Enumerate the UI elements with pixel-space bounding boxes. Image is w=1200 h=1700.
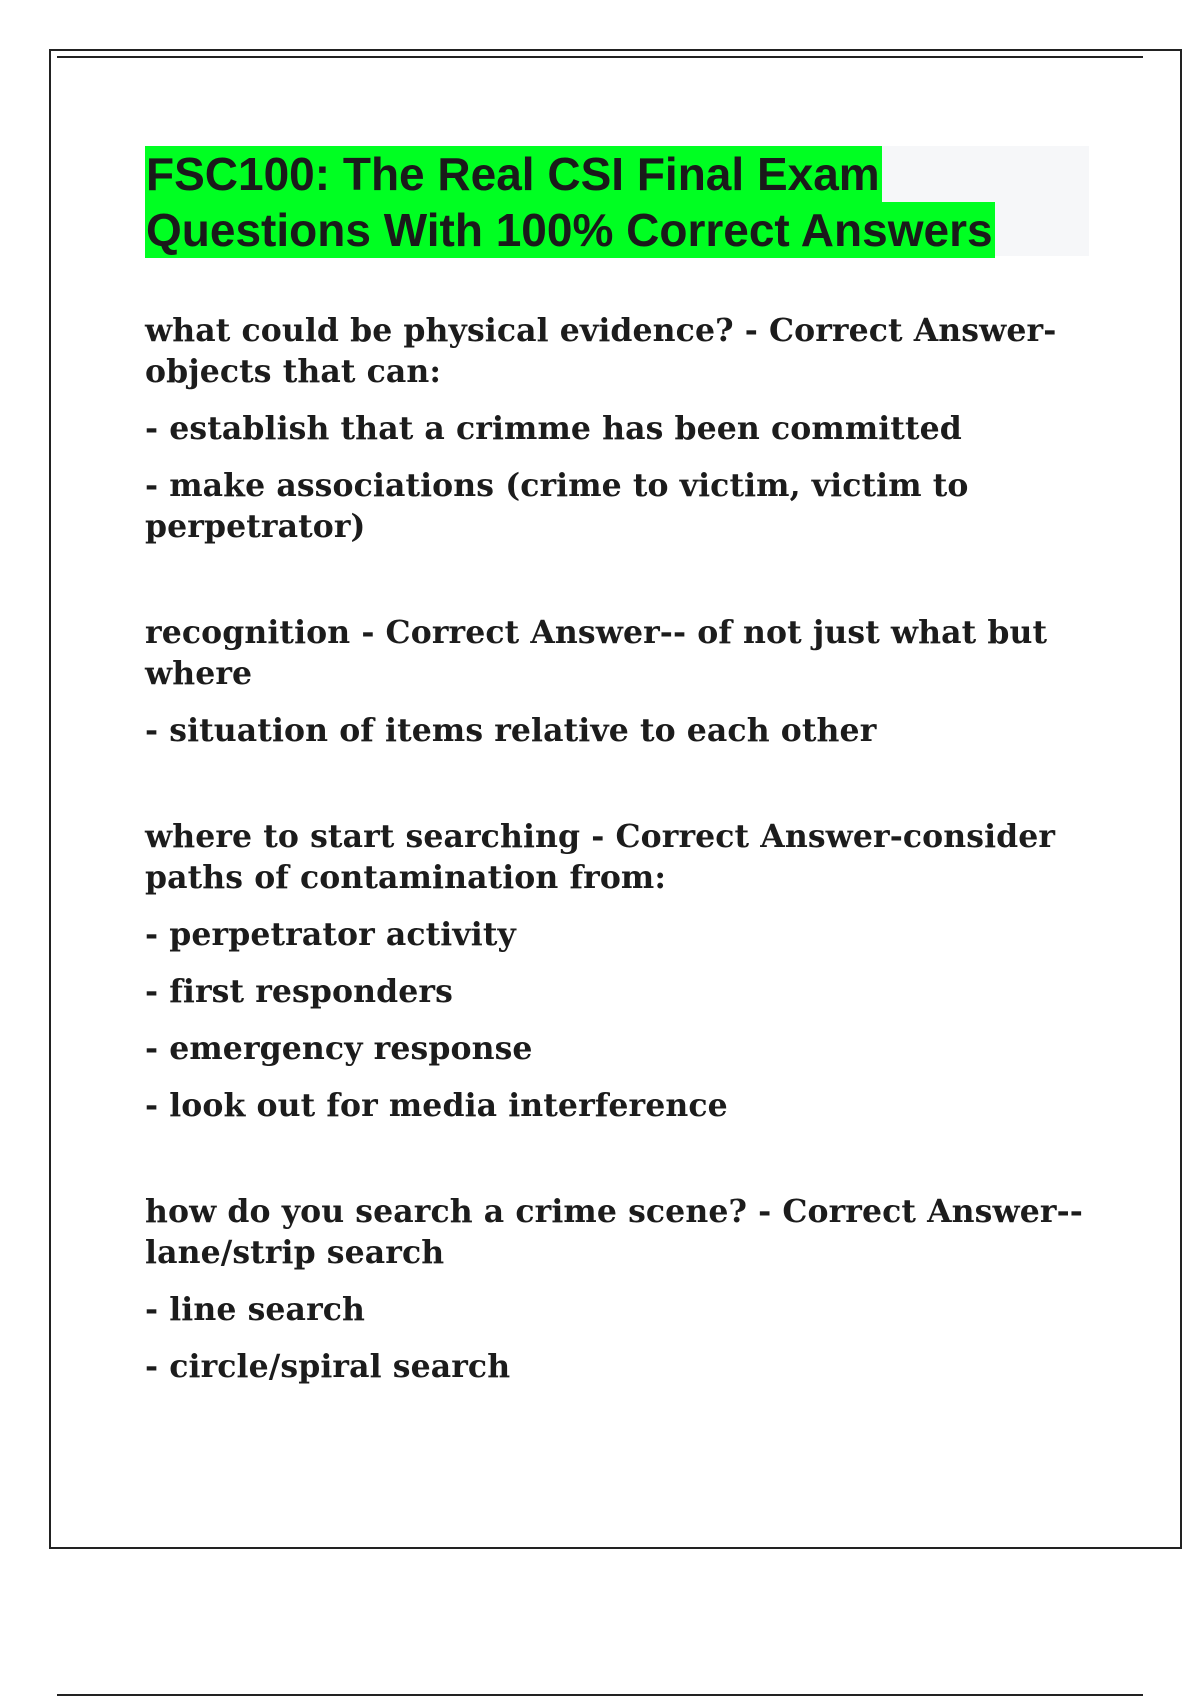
- answer-point: - perpetrator activity: [145, 916, 516, 953]
- question-text: what could be physical evidence? - Correct Answer-objects that can:: [145, 312, 1057, 390]
- answer-point: - look out for media interference: [145, 1087, 728, 1124]
- answer-point: - make associations (crime to victim, victim to perpetrator): [145, 467, 969, 545]
- question-text: how do you search a crime scene? - Correct Answer-- lane/strip search: [145, 1193, 1083, 1271]
- answer-point: - line search: [145, 1291, 366, 1328]
- qa-item-physical-evidence: [145, 310, 1085, 547]
- answer-point: - situation of items relative to each other: [145, 712, 877, 749]
- title-block: [145, 146, 1089, 256]
- title-line-1: FSC100: The Real CSI Final Exam: [146, 148, 880, 200]
- qa-item-search-methods: [145, 1191, 1085, 1387]
- answer-point: - establish that a crimme has been committed: [145, 410, 962, 447]
- answer-point: - emergency response: [145, 1030, 533, 1067]
- title-line-2: Questions With 100% Correct Answers: [146, 204, 993, 256]
- bottom-rule: [57, 1694, 1143, 1696]
- qa-item-where-to-start: [145, 816, 1085, 1126]
- top-rule: [57, 56, 1143, 58]
- document-body: [145, 310, 1085, 1403]
- qa-item-recognition: [145, 612, 1085, 751]
- question-text: recognition - Correct Answer-- of not just what but where: [145, 614, 1048, 692]
- answer-point: - circle/spiral search: [145, 1348, 511, 1385]
- question-text: where to start searching - Correct Answer-consider paths of contamination from:: [145, 818, 1056, 896]
- answer-point: - first responders: [145, 973, 453, 1010]
